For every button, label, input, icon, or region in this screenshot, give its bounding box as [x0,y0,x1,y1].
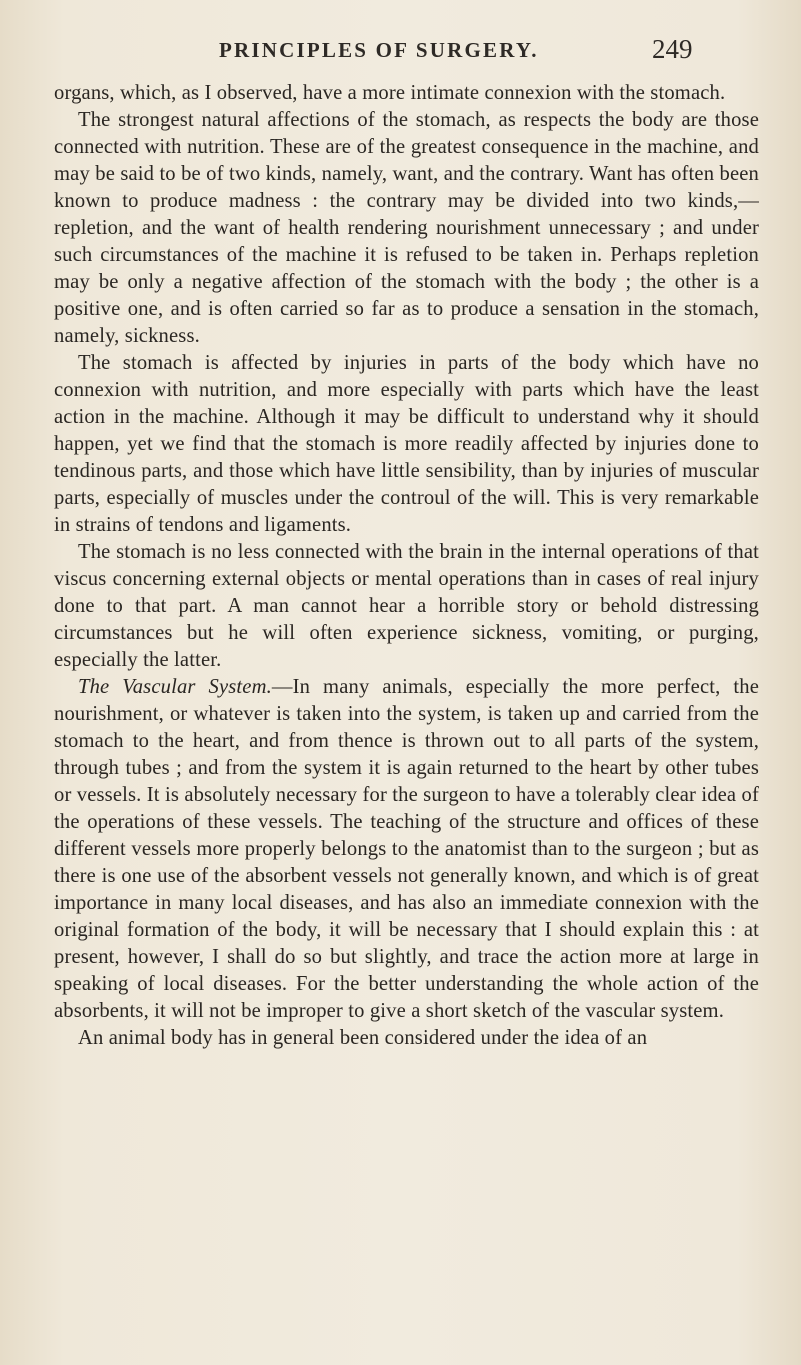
paragraph [54,674,759,1025]
body-text [54,80,759,1052]
section-heading-italic: The Vascular System. [78,676,272,698]
paragraph: An animal body has in general been considered under the idea of an [78,1027,648,1049]
paragraph: The strongest natural affections of the stomach, as respects the body are those connected with nutrition. These are of the greatest consequence in the machine, and may be said to be of two kinds, namely, want, and the contrary. Want has often been known to produce madness : the contrary may be divided into two kinds,—repletion, and the want of health rendering nourishment unnecessary ; and under such circumstances of the machine it is refused to be taken in. Perhaps repletion may be only a negative affection of the stomach with the body ; the other is a positive one, and is often carried so far as to produce a sensation in the stomach, namely, sickness. [54,109,759,347]
page-number: 249 [652,34,693,64]
paragraph: organs, which, as I observed, have a more intimate connexion with the stomach. [54,82,726,104]
paragraph: The stomach is no less connected with the brain in the internal operations of that viscus concerning external objects or mental operations than in cases of real injury done to that part. A man cannot hear a horrible story or behold distressing circumstances but he will often experience sickness, vomiting, or purging, especially the latter. [54,541,759,671]
paragraph: The stomach is affected by injuries in parts of the body which have no connexion with nutrition, and more especially with parts which have the least action in the machine. Although it may be difficult to understand why it should happen, yet we find that the stomach is more readily affected by injuries done to tendinous parts, and those which have little sensibility, than by injuries of muscular parts, especially of muscles under the controul of the will. This is very remarkable in strains of tendons and ligaments. [54,352,759,536]
running-head: PRINCIPLES OF SURGERY. [219,38,539,62]
page-header [0,34,801,70]
paragraph-text: —In many animals, especially the more perfect, the nourishment, or whatever is taken into the system, is taken up and carried from the stomach to the heart, and from thence is thrown out to all parts of the system, through tubes ; and from the system it is again returned to the heart by other tubes or vessels. It is absolutely necessary for the surgeon to have a tolerably clear idea of the operations of these vessels. The teaching of the structure and offices of these different vessels more properly belongs to the anatomist than to the surgeon ; but as there is one use of the absorbent vessels not generally known, and which is of great importance in many local diseases, and has also an immediate connexion with the original formation of the body, it will be necessary that I should explain this : at present, however, I shall do so but slightly, and trace the action more at large in speaking of local diseases. For the better understanding the whole action of the absorbents, it will not be improper to give a short sketch of the vascular system. [54,676,759,1022]
